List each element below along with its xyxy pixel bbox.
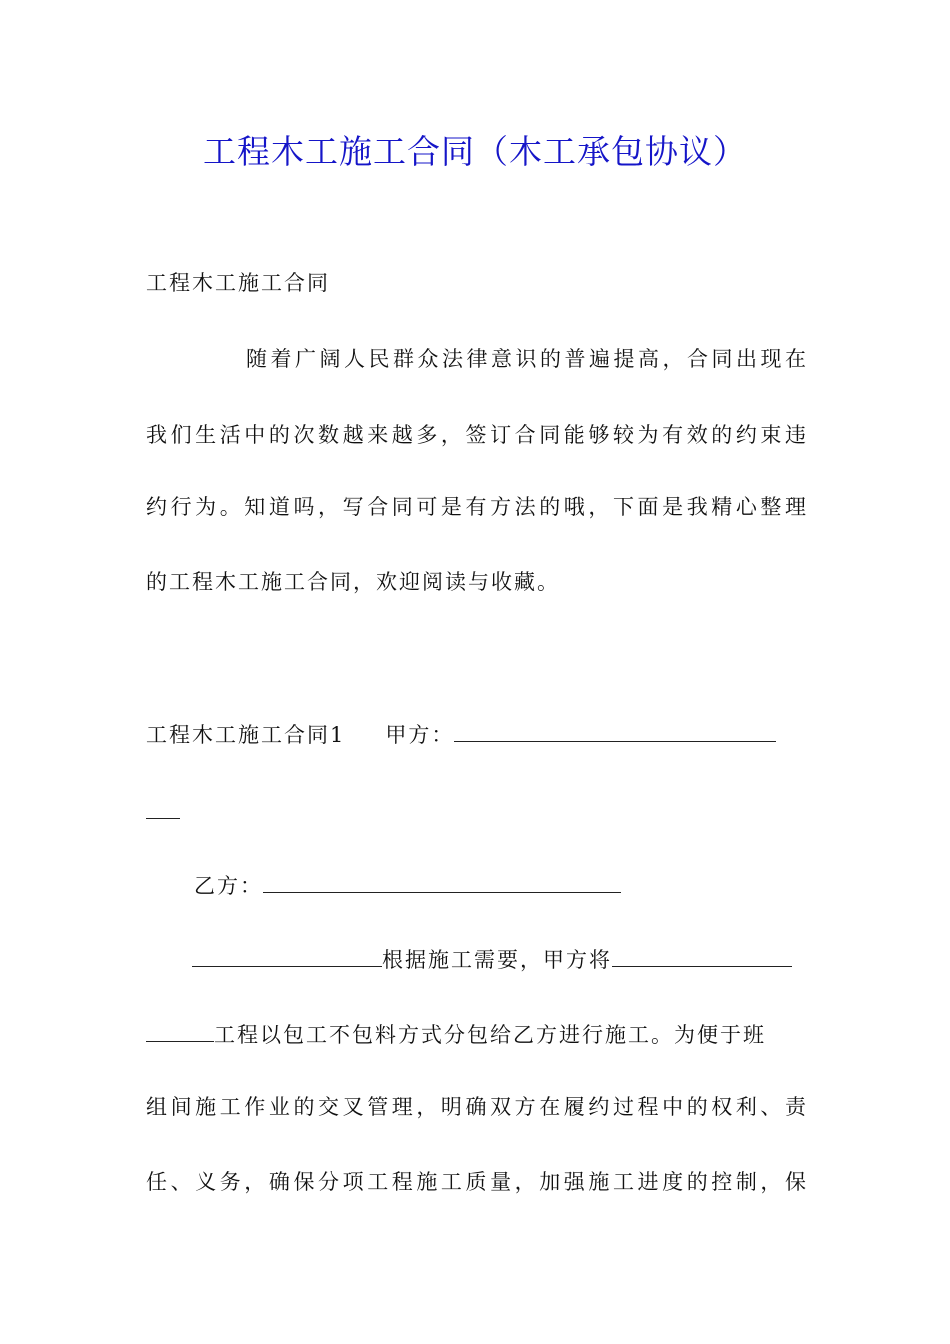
party-a-blank-continued — [146, 794, 180, 819]
intro-line-1: 随着广阔人民群众法律意识的普遍提高，合同出现在 — [246, 347, 806, 371]
intro-line-4: 的工程木工施工合同，欢迎阅读与收藏。 — [146, 570, 560, 594]
clause-line-2-row — [146, 1017, 806, 1050]
clause-line-1 — [192, 942, 806, 975]
clause-line-3: 组间施工作业的交叉管理，明确双方在履约过程中的权利、责 — [146, 1095, 806, 1119]
clause-line-2: 工程以包工不包料方式分包给乙方进行施工。为便于班 — [214, 1023, 766, 1047]
party-a-blank — [454, 717, 776, 742]
document-title: 工程木工施工合同（木工承包协议） — [203, 132, 747, 171]
document-heading: 工程木工施工合同 — [146, 271, 330, 295]
clause-blank-1 — [192, 942, 382, 967]
intro-line-3: 约行为。知道吗，写合同可是有方法的哦，下面是我精心整理 — [146, 495, 806, 519]
party-b-label: 乙方： — [194, 874, 263, 898]
party-a-label: 甲方： — [385, 723, 455, 747]
clause-blank-2 — [612, 942, 792, 967]
party-b-row — [194, 868, 806, 901]
party-a-row — [146, 717, 806, 750]
clause-text-1: 根据施工需要，甲方将 — [382, 948, 612, 972]
section-title: 工程木工施工合同1 — [146, 723, 346, 747]
clause-line-4: 任、义务，确保分项工程施工质量，加强施工进度的控制，保 — [146, 1170, 806, 1194]
intro-line-2: 我们生活中的次数越来越多，签订合同能够较为有效的约束违 — [146, 423, 806, 447]
party-b-blank — [263, 868, 621, 893]
clause-blank-3 — [146, 1017, 214, 1042]
party-a-blank-continued-row — [146, 794, 806, 827]
